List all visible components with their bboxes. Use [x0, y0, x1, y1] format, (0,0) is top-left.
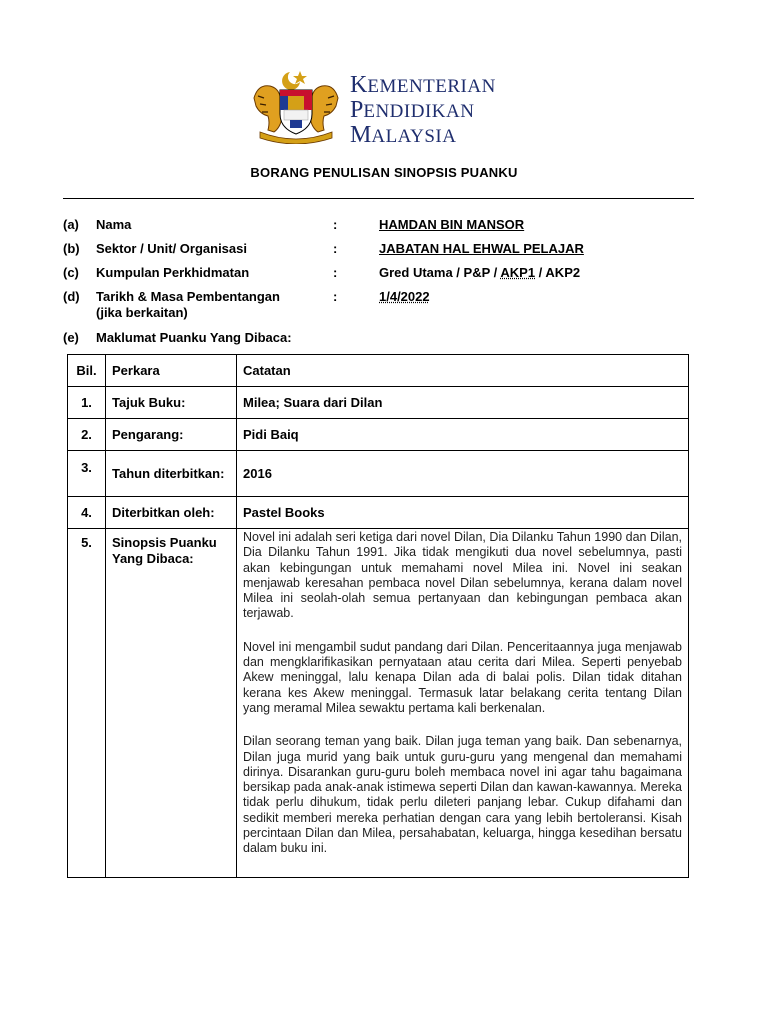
- header-catatan: Catatan: [237, 355, 689, 387]
- header-bil: Bil.: [68, 355, 106, 387]
- synopsis-paragraph: Dilan seorang teman yang baik. Dilan juga teman yang baik. Dan sebenarnya, Dilan juga murid yang baik untuk guru-guru yang mengenal dan memahami dirinya. Disarankan guru-guru boleh membaca novel ini agar tahu bagaimana bersikap pada anak-anak istimewa seperti Dilan dan kawan-kawannya. Mereka tidak perlu dihukum, tidak perlu dileteri panjang lebar. Cukup difahami dan sedikit memberi mereka perhatian dengan cara yang lebih bertoleransi. Kisah percintaan Dilan dan Milea, persahabatan, keluarga, hingga kesedihan bersatu dalam buku ini.: [243, 734, 682, 856]
- ministry-line-2: PENDIDIKAN: [350, 97, 475, 123]
- table-row: 2. Pengarang: Pidi Baiq: [68, 419, 689, 451]
- synopsis-text: [237, 529, 689, 878]
- header-perkara: Perkara: [106, 355, 237, 387]
- ministry-line-3: MALAYSIA: [350, 122, 457, 148]
- table-row: 3. Tahun diterbitkan: 2016: [68, 451, 689, 497]
- table-row: 4. Diterbitkan oleh: Pastel Books: [68, 497, 689, 529]
- document-page: KEMENTERIAN PENDIDIKAN MALAYSIA BORANG PENULISAN SINOPSIS PUANKU (a) Nama : HAMDAN BIN MANSOR (b) Sektor / Unit/ Organisasi : JABATAN HAL EHWAL PELAJAR (c) Kumpulan Perkhidmatan : Gred Utama / P&P / AKP1 / AKP2 (d) Tarikh & Masa Pembentangan (jika berkaitan) : 1/4/2022 (e) Maklumat Puanku Yang Dibaca: Bil. Perkara Catatan 1. Tajuk Buku: Milea; Suara dari Dilan 2. Pengarang: Pidi Baiq 3. Tahun diterbitkan: 2016 4. Diterbitkan oleh: Pastel Books 5. Sinopsis Puanku Yang Dibaca: Novel ini adalah seri ketiga dari novel Dilan, Dia Dilanku Tahun 1990 dan Dilan, Dia Dilanku Tahun 1991. Jika tidak mengikuti dua novel sebelumnya, pasti akan kebingungan untuk memahami novel Milea ini. Novel ini seakan menjawab keresahan pembaca novel Dilan sebelumnya, kerana dalam novel Milea ini seolah-olah semua pertanyaan dan kebingungan pembaca akan terjawab. Novel ini mengambil sudut pandang dari Dilan. Penceritaannya juga menjawab dan mengklarifikasikan pernyataan atau cerita dari Milea. Seperti penyebab Akew meninggal, lalu kenapa Dilan ada di balai polis. Dilan tidak ditahan kerana kes Akew meninggal. Termasuk latar belakang cerita tentang Dilan yang meramal Milea sewaktu pertama kali berkenalan. Dilan seorang teman yang baik. Dilan juga teman yang baik. Dan sebenarnya, Dilan juga murid yang baik untuk guru-guru yang mengenal dan memahami dirinya. Disarankan guru-guru boleh membaca novel ini agar tahu bagaimana bersikap pada anak-anak istimewa seperti Dilan dan kawan-kawannya. Mereka tidak perlu dihukum, tidak perlu dileteri panjang lebar. Cukup difahami dan sedikit memberi mereka perhatian dengan cara yang lebih bertoleransi. Kisah percintaan Dilan dan Milea, persahabatan, keluarga, hingga kesedihan bersatu dalam buku ini.: [0, 0, 768, 1024]
- synopsis-paragraph: Novel ini mengambil sudut pandang dari Dilan. Penceritaannya juga menjawab dan mengklarifikasikan pernyataan atau cerita dari Milea. Seperti penyebab Akew meninggal, lalu kenapa Dilan ada di balai polis. Dilan tidak ditahan kerana kes Akew meninggal. Termasuk latar belakang cerita tentang Dilan yang meramal Milea sewaktu pertama kali berkenalan.: [243, 639, 682, 715]
- synopsis-paragraph: Novel ini adalah seri ketiga dari novel Dilan, Dia Dilanku Tahun 1990 dan Dilan, Dia Dilanku Tahun 1991. Jika tidak mengikuti dua novel sebelumnya, pasti akan kebingungan untuk memahami novel Milea ini. Novel ini seakan menjawab keresahan pembaca novel Dilan sebelumnya, kerana dalam novel Milea ini seolah-olah semua pertanyaan dan kebingungan pembaca akan terjawab.: [243, 530, 682, 621]
- table-row-synopsis: 5. Sinopsis Puanku Yang Dibaca: Novel ini adalah seri ketiga dari novel Dilan, Dia Dilanku Tahun 1990 dan Dilan, Dia Dilanku Tahun 1991. Jika tidak mengikuti dua novel sebelumnya, pasti akan kebingungan untuk memahami novel Milea ini. Novel ini seakan menjawab keresahan pembaca novel Dilan sebelumnya, kerana dalam novel Milea ini seolah-olah semua pertanyaan dan kebingungan pembaca akan terjawab. Novel ini mengambil sudut pandang dari Dilan. Penceritaannya juga menjawab dan mengklarifikasikan pernyataan atau cerita dari Milea. Seperti penyebab Akew meninggal, lalu kenapa Dilan ada di balai polis. Dilan tidak ditahan kerana kes Akew meninggal. Termasuk latar belakang cerita tentang Dilan yang meramal Milea sewaktu pertama kali berkenalan. Dilan seorang teman yang baik. Dilan juga teman yang baik. Dan sebenarnya, Dilan juga murid yang baik untuk guru-guru yang mengenal dan memahami dirinya. Disarankan guru-guru boleh membaca novel ini agar tahu bagaimana bersikap pada anak-anak istimewa seperti Dilan dan kawan-kawannya. Mereka tidak perlu dihukum, tidak perlu dileteri panjang lebar. Cukup difahami dan sedikit memberi mereka perhatian dengan cara yang lebih bertoleransi. Kisah percintaan Dilan dan Milea, persahabatan, keluarga, hingga kesedihan bersatu dalam buku ini.: [68, 529, 689, 878]
- title-divider: [63, 198, 694, 199]
- ministry-logo: [250, 68, 540, 148]
- book-title-value: Milea; Suara dari Dilan: [237, 387, 689, 419]
- form-title: BORANG PENULISAN SINOPSIS PUANKU: [250, 165, 518, 180]
- publisher-value: Pastel Books: [237, 497, 689, 529]
- selected-grade: AKP1: [500, 265, 536, 280]
- table-row: 1. Tajuk Buku: Milea; Suara dari Dilan: [68, 387, 689, 419]
- coat-of-arms-icon: [250, 68, 342, 144]
- book-info-table: [67, 354, 689, 878]
- service-group-value: Gred Utama / P&P / AKP1 / AKP2: [379, 265, 581, 280]
- date-value: 1/4/2022: [379, 289, 430, 304]
- ministry-line-1: KEMENTERIAN: [350, 72, 496, 98]
- ministry-name: [350, 74, 496, 149]
- name-value: HAMDAN BIN MANSOR: [379, 217, 525, 232]
- author-value: Pidi Baiq: [237, 419, 689, 451]
- table-header-row: [68, 355, 689, 387]
- sector-value: JABATAN HAL EHWAL PELAJAR: [379, 241, 584, 256]
- year-value: 2016: [237, 451, 689, 497]
